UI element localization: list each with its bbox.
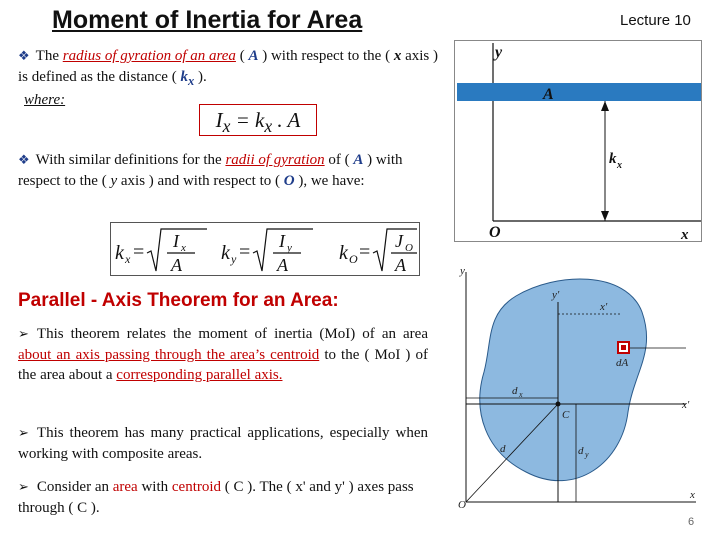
fig1-strip-area [457,83,701,101]
svg-text:y: y [585,450,589,459]
parallel-axis-figure [456,262,700,510]
fig1-kx-label: k [609,151,617,167]
arrow-bullet-icon: ➢ [18,480,29,495]
parallel-axis-graphic [456,262,700,510]
fig2-xprime-label: x' [682,399,690,411]
slide-title: Moment of Inertia for Area [52,6,363,34]
formula-radii-of-gyration [110,222,420,276]
svg-text:I: I [279,231,285,251]
arrow-bullet-icon: ➢ [18,327,29,342]
svg-text:A: A [395,255,406,275]
where-label: where: [24,92,66,108]
paragraph-radii-definitions: ❖ With similar definitions for the radii of gyration of ( A ) with respect to the ( y axis ) and with respect to ( O ), we have: [18,152,403,189]
svg-text:y: y [231,252,237,266]
svg-text:x: x [125,252,131,266]
diamond-bullet-icon: ❖ [18,153,30,168]
fig1-x-label: x [681,227,689,243]
lecture-label: Lecture 10 [620,12,691,29]
parallel-axis-heading: Parallel - Axis Theorem for an Area: [18,290,339,311]
paragraph-applications: ➢ This theorem has many practical applications, especially when working with composite areas. [18,425,428,462]
svg-text:O: O [349,252,358,266]
paragraph-theorem-relates: ➢ This theorem relates the moment of inertia (MoI) of an area about an axis passing through the area’s centroid to the ( MoI ) of the area about a corresponding parallel axis. [18,326,428,383]
diamond-bullet-icon: ❖ [18,49,30,64]
svg-text:k: k [115,242,124,264]
svg-text:x: x [181,242,186,254]
paragraph-consider-area: ➢ Consider an area with centroid ( C ). The ( x' and y' ) axes pass through ( C ). [18,479,414,516]
paragraph-radius-of-gyration: ❖ The radius of gyration of an area ( A ) with respect to the ( x axis ) is defined as the distance ( $k_x$ ). [18,48,438,88]
page-number: 6 [688,516,695,528]
svg-text:A: A [171,255,182,275]
fig1-origin-label: O [489,224,501,241]
fig2-yprime-label: y' [552,289,560,301]
svg-text:x: x [617,160,622,171]
fig2-dy-label: d [578,445,584,457]
fig2-dA-label: dA [616,357,629,369]
fig1-y-label: y [495,44,503,61]
svg-text:k: k [221,242,230,264]
arrow-bullet-icon: ➢ [18,426,29,441]
fig1-a-label: A [543,86,554,103]
svg-text:x: x [519,390,523,399]
formula-ix: $I_x = k_x$ . A [199,104,317,136]
fig2-centroid-label: C [562,409,570,421]
svg-text:=: = [239,241,251,263]
svg-text:A: A [277,255,288,275]
fig2-origin-label: O [458,499,466,510]
fig2-dx-label: d [512,385,518,397]
svg-text:y: y [287,242,292,254]
svg-text:=: = [359,241,371,263]
fig2-y-label: y [460,265,465,277]
radius-figure-graphic [455,41,703,243]
radius-of-gyration-figure [454,40,702,242]
svg-text:k: k [339,242,348,264]
svg-text:O: O [405,242,413,254]
svg-text:I: I [173,231,179,251]
fig2-x-label: x [690,489,695,501]
svg-text:=: = [133,241,145,263]
fig2-d-label: d [500,443,506,455]
svg-text:J: J [395,231,403,251]
radii-formula-graphic [111,223,421,277]
fig2-xprime-top-label: x' [600,301,608,313]
